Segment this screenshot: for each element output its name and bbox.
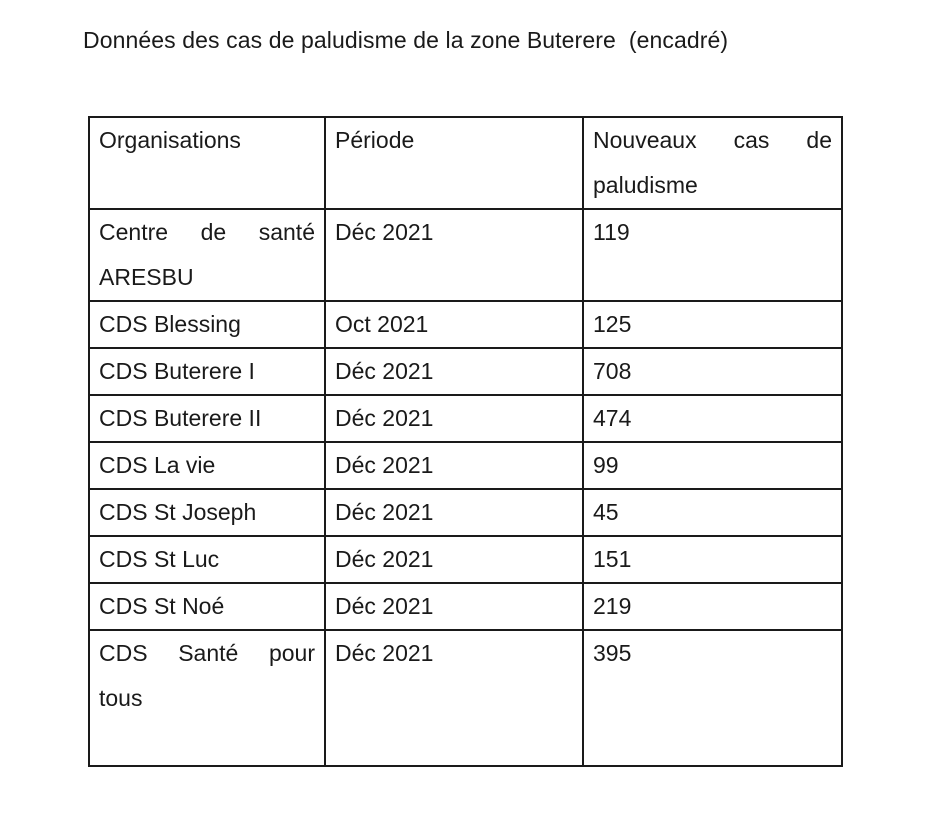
cell-periode: Déc 2021 — [325, 536, 583, 583]
cell-cas: 474 — [583, 395, 842, 442]
cell-cas: 119 — [583, 209, 842, 301]
cell-periode: Déc 2021 — [325, 395, 583, 442]
table-row — [89, 583, 842, 630]
cell-cas: 45 — [583, 489, 842, 536]
cell-periode: Déc 2021 — [325, 348, 583, 395]
document-title: Données des cas de paludisme de la zone Buterere (encadré) — [83, 27, 729, 53]
cell-organisation: CDS Buterere II — [89, 395, 325, 442]
header-periode: Période — [325, 117, 583, 209]
cell-periode: Oct 2021 — [325, 301, 583, 348]
cell-organisation: CDS Santé pour tous — [89, 630, 325, 766]
header-nouveaux-cas: Nouveaux cas de paludisme — [583, 117, 842, 209]
cell-cas: 151 — [583, 536, 842, 583]
cell-organisation: CDS La vie — [89, 442, 325, 489]
table-row — [89, 489, 842, 536]
cell-periode: Déc 2021 — [325, 583, 583, 630]
cell-organisation: Centre de santé ARESBU — [89, 209, 325, 301]
table-row — [89, 395, 842, 442]
table-row — [89, 209, 842, 301]
cell-periode: Déc 2021 — [325, 489, 583, 536]
header-organisations: Organisations — [89, 117, 325, 209]
cell-organisation: CDS Blessing — [89, 301, 325, 348]
cell-organisation: CDS St Luc — [89, 536, 325, 583]
cell-organisation: CDS St Joseph — [89, 489, 325, 536]
table-row — [89, 301, 842, 348]
cell-cas: 219 — [583, 583, 842, 630]
cell-cas: 395 — [583, 630, 842, 766]
table-header-row — [89, 117, 842, 209]
cell-periode: Déc 2021 — [325, 630, 583, 766]
cell-cas: 125 — [583, 301, 842, 348]
table-row — [89, 536, 842, 583]
table-row — [89, 442, 842, 489]
cell-cas: 99 — [583, 442, 842, 489]
cell-organisation: CDS Buterere I — [89, 348, 325, 395]
cell-organisation: CDS St Noé — [89, 583, 325, 630]
cell-periode: Déc 2021 — [325, 209, 583, 301]
cell-periode: Déc 2021 — [325, 442, 583, 489]
table-row — [89, 348, 842, 395]
malaria-cases-table — [88, 116, 843, 767]
table-row — [89, 630, 842, 766]
cell-cas: 708 — [583, 348, 842, 395]
